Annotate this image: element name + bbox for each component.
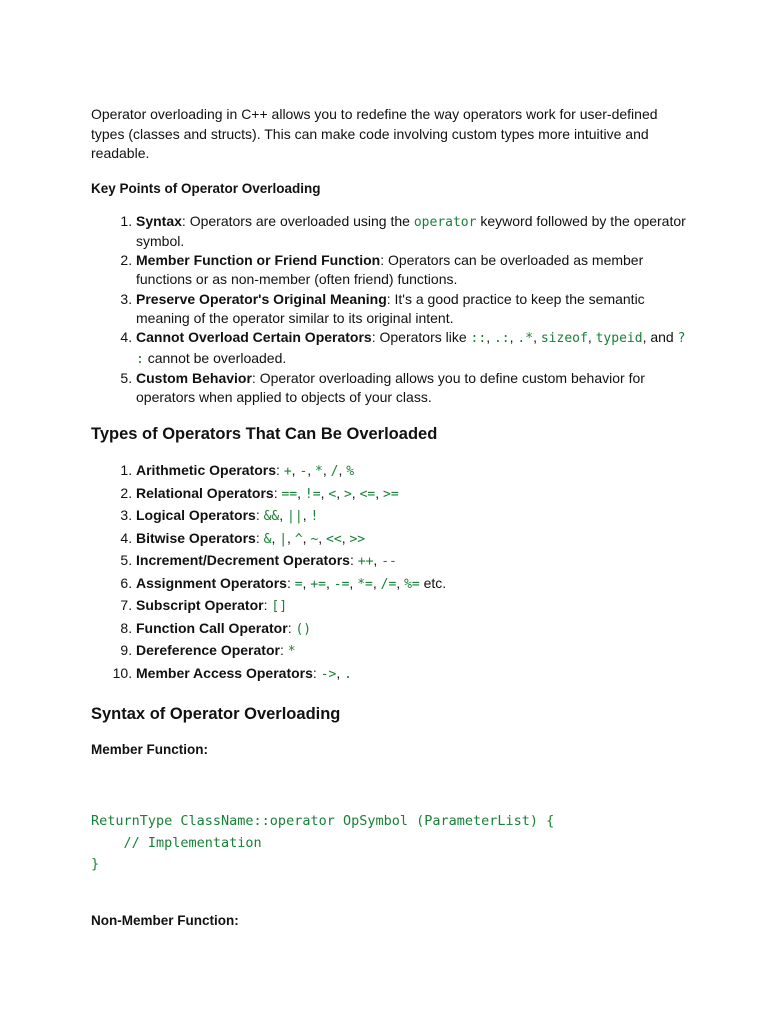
list-item [136, 290, 691, 329]
list-item: 3. Logical Operators: &&, ||, ! [136, 505, 691, 528]
code-line: } [91, 856, 100, 873]
operator-code: %= [404, 576, 420, 592]
non-member-function-label: Non-Member Function: [91, 912, 239, 928]
operator-code: /= [380, 576, 397, 592]
operator-code: < [328, 486, 337, 502]
list-item: 4. Cannot Overload Certain Operators: Operators like ::, .:, .*, sizeof, typeid, and ? : cannot be overloaded. [136, 328, 691, 369]
item-text: : Operators can be overloaded as member functions or as non-member (often friend) functions. [136, 252, 644, 288]
item-title: Subscript Operator [136, 597, 264, 614]
operator-code: () [295, 621, 312, 637]
list-item: 9. Dereference Operator: * [136, 640, 691, 663]
item-title: Bitwise Operators [136, 529, 256, 546]
operator-code: >> [349, 531, 366, 547]
operator-code: >= [383, 486, 399, 502]
inline-code: ? : [136, 331, 686, 367]
operator-code: / [330, 464, 339, 480]
list-item [136, 251, 691, 290]
operator-code: || [287, 509, 303, 525]
operator-code: << [326, 531, 342, 547]
item-suffix: etc. [419, 574, 447, 591]
operator-code: ~ [310, 531, 319, 547]
operator-code: ++ [357, 554, 374, 570]
list-item: 10. Member Access Operators: ->, . [136, 663, 691, 686]
inline-code: :: [470, 331, 487, 347]
operator-code: % [346, 464, 355, 480]
item-title: Logical Operators [136, 507, 256, 524]
item-title: Assignment Operators [136, 574, 287, 591]
code-line: // Implementation [91, 834, 262, 851]
item-title: Arithmetic Operators [136, 462, 277, 479]
item-title: Member Access Operators [136, 664, 313, 681]
types-heading: Types of Operators That Can Be Overloaded [91, 425, 438, 444]
item-title: Cannot Overload Certain Operators [136, 329, 372, 346]
key-points-list [91, 212, 691, 408]
list-item: 2. Relational Operators: ==, !=, <, >, <=, >= [136, 483, 691, 506]
operator-code: -- [381, 554, 397, 570]
code-line: ReturnType ClassName::operator OpSymbol (ParameterList) { [91, 813, 555, 830]
list-item [136, 369, 691, 408]
intro-paragraph: Operator overloading in C++ allows you to redefine the way operators work for user-defined types (classes and structs). This can make code involving custom types more intuitive and readable. [91, 106, 658, 161]
operator-code: -= [333, 576, 350, 592]
operator-code: & [263, 531, 272, 547]
inline-code: operator [413, 214, 477, 230]
item-title: Increment/Decrement Operators [136, 552, 350, 569]
item-text: : Operators are overloaded using the [181, 212, 414, 229]
key-points-heading: Key Points of Operator Overloading [91, 180, 321, 196]
item-text: cannot be overloaded. [143, 349, 287, 366]
item-title: Syntax [136, 212, 182, 229]
operator-code: - [299, 464, 308, 480]
operator-code: * [287, 644, 296, 660]
operator-code: . [344, 666, 352, 682]
item-title: Preserve Operator's Original Meaning [136, 290, 387, 307]
operator-code: == [281, 486, 298, 502]
operator-code: != [304, 486, 321, 502]
operator-code: ! [310, 509, 319, 525]
operator-code: && [263, 509, 280, 525]
list-item: 8. Function Call Operator: () [136, 618, 691, 641]
item-text: : Operator overloading allows you to define custom behavior for operators when applied to objects of your class. [136, 369, 645, 406]
item-text: : Operators like [371, 329, 471, 346]
inline-code: .* [517, 331, 534, 347]
inline-code: .: [493, 331, 510, 347]
operator-code: | [279, 531, 288, 547]
item-title: Function Call Operator [136, 619, 288, 636]
operator-code: [] [271, 599, 288, 615]
operator-code: -> [320, 666, 337, 682]
operator-code: * [315, 464, 323, 480]
list-item: 1. Arithmetic Operators: +, -, *, /, % [136, 460, 691, 483]
item-title: Dereference Operator [136, 642, 280, 659]
list-item: 6. Assignment Operators: =, +=, -=, *=, /=, %= etc. [136, 573, 691, 596]
document-content [91, 105, 691, 928]
operator-code: <= [359, 486, 376, 502]
list-item: 4. Bitwise Operators: &, |, ^, ~, <<, >> [136, 528, 691, 551]
operator-code: *= [357, 576, 373, 592]
item-title: Custom Behavior [136, 369, 252, 386]
operator-code: += [310, 576, 326, 592]
item-text: : It's a good practice to keep the semantic meaning of the operator similar to its original intent. [136, 290, 645, 326]
item-text: keyword followed by the operator symbol. [136, 212, 686, 249]
operator-code: + [283, 464, 292, 480]
types-list [91, 460, 691, 685]
item-title: Member Function or Friend Function [136, 252, 381, 269]
item-text: , and [642, 329, 674, 346]
operator-code: ^ [294, 531, 303, 547]
list-item [136, 212, 691, 252]
code-block [91, 811, 691, 876]
member-function-label: Member Function: [91, 742, 208, 758]
item-title: Relational Operators [136, 484, 274, 501]
list-item: 7. Subscript Operator: [] [136, 595, 691, 618]
inline-code: typeid [595, 331, 643, 347]
inline-code: sizeof [540, 331, 588, 347]
list-item: 5. Increment/Decrement Operators: ++, -- [136, 550, 691, 573]
syntax-heading: Syntax of Operator Overloading [91, 705, 341, 724]
operator-code: > [343, 486, 352, 502]
operator-code: = [294, 576, 303, 592]
